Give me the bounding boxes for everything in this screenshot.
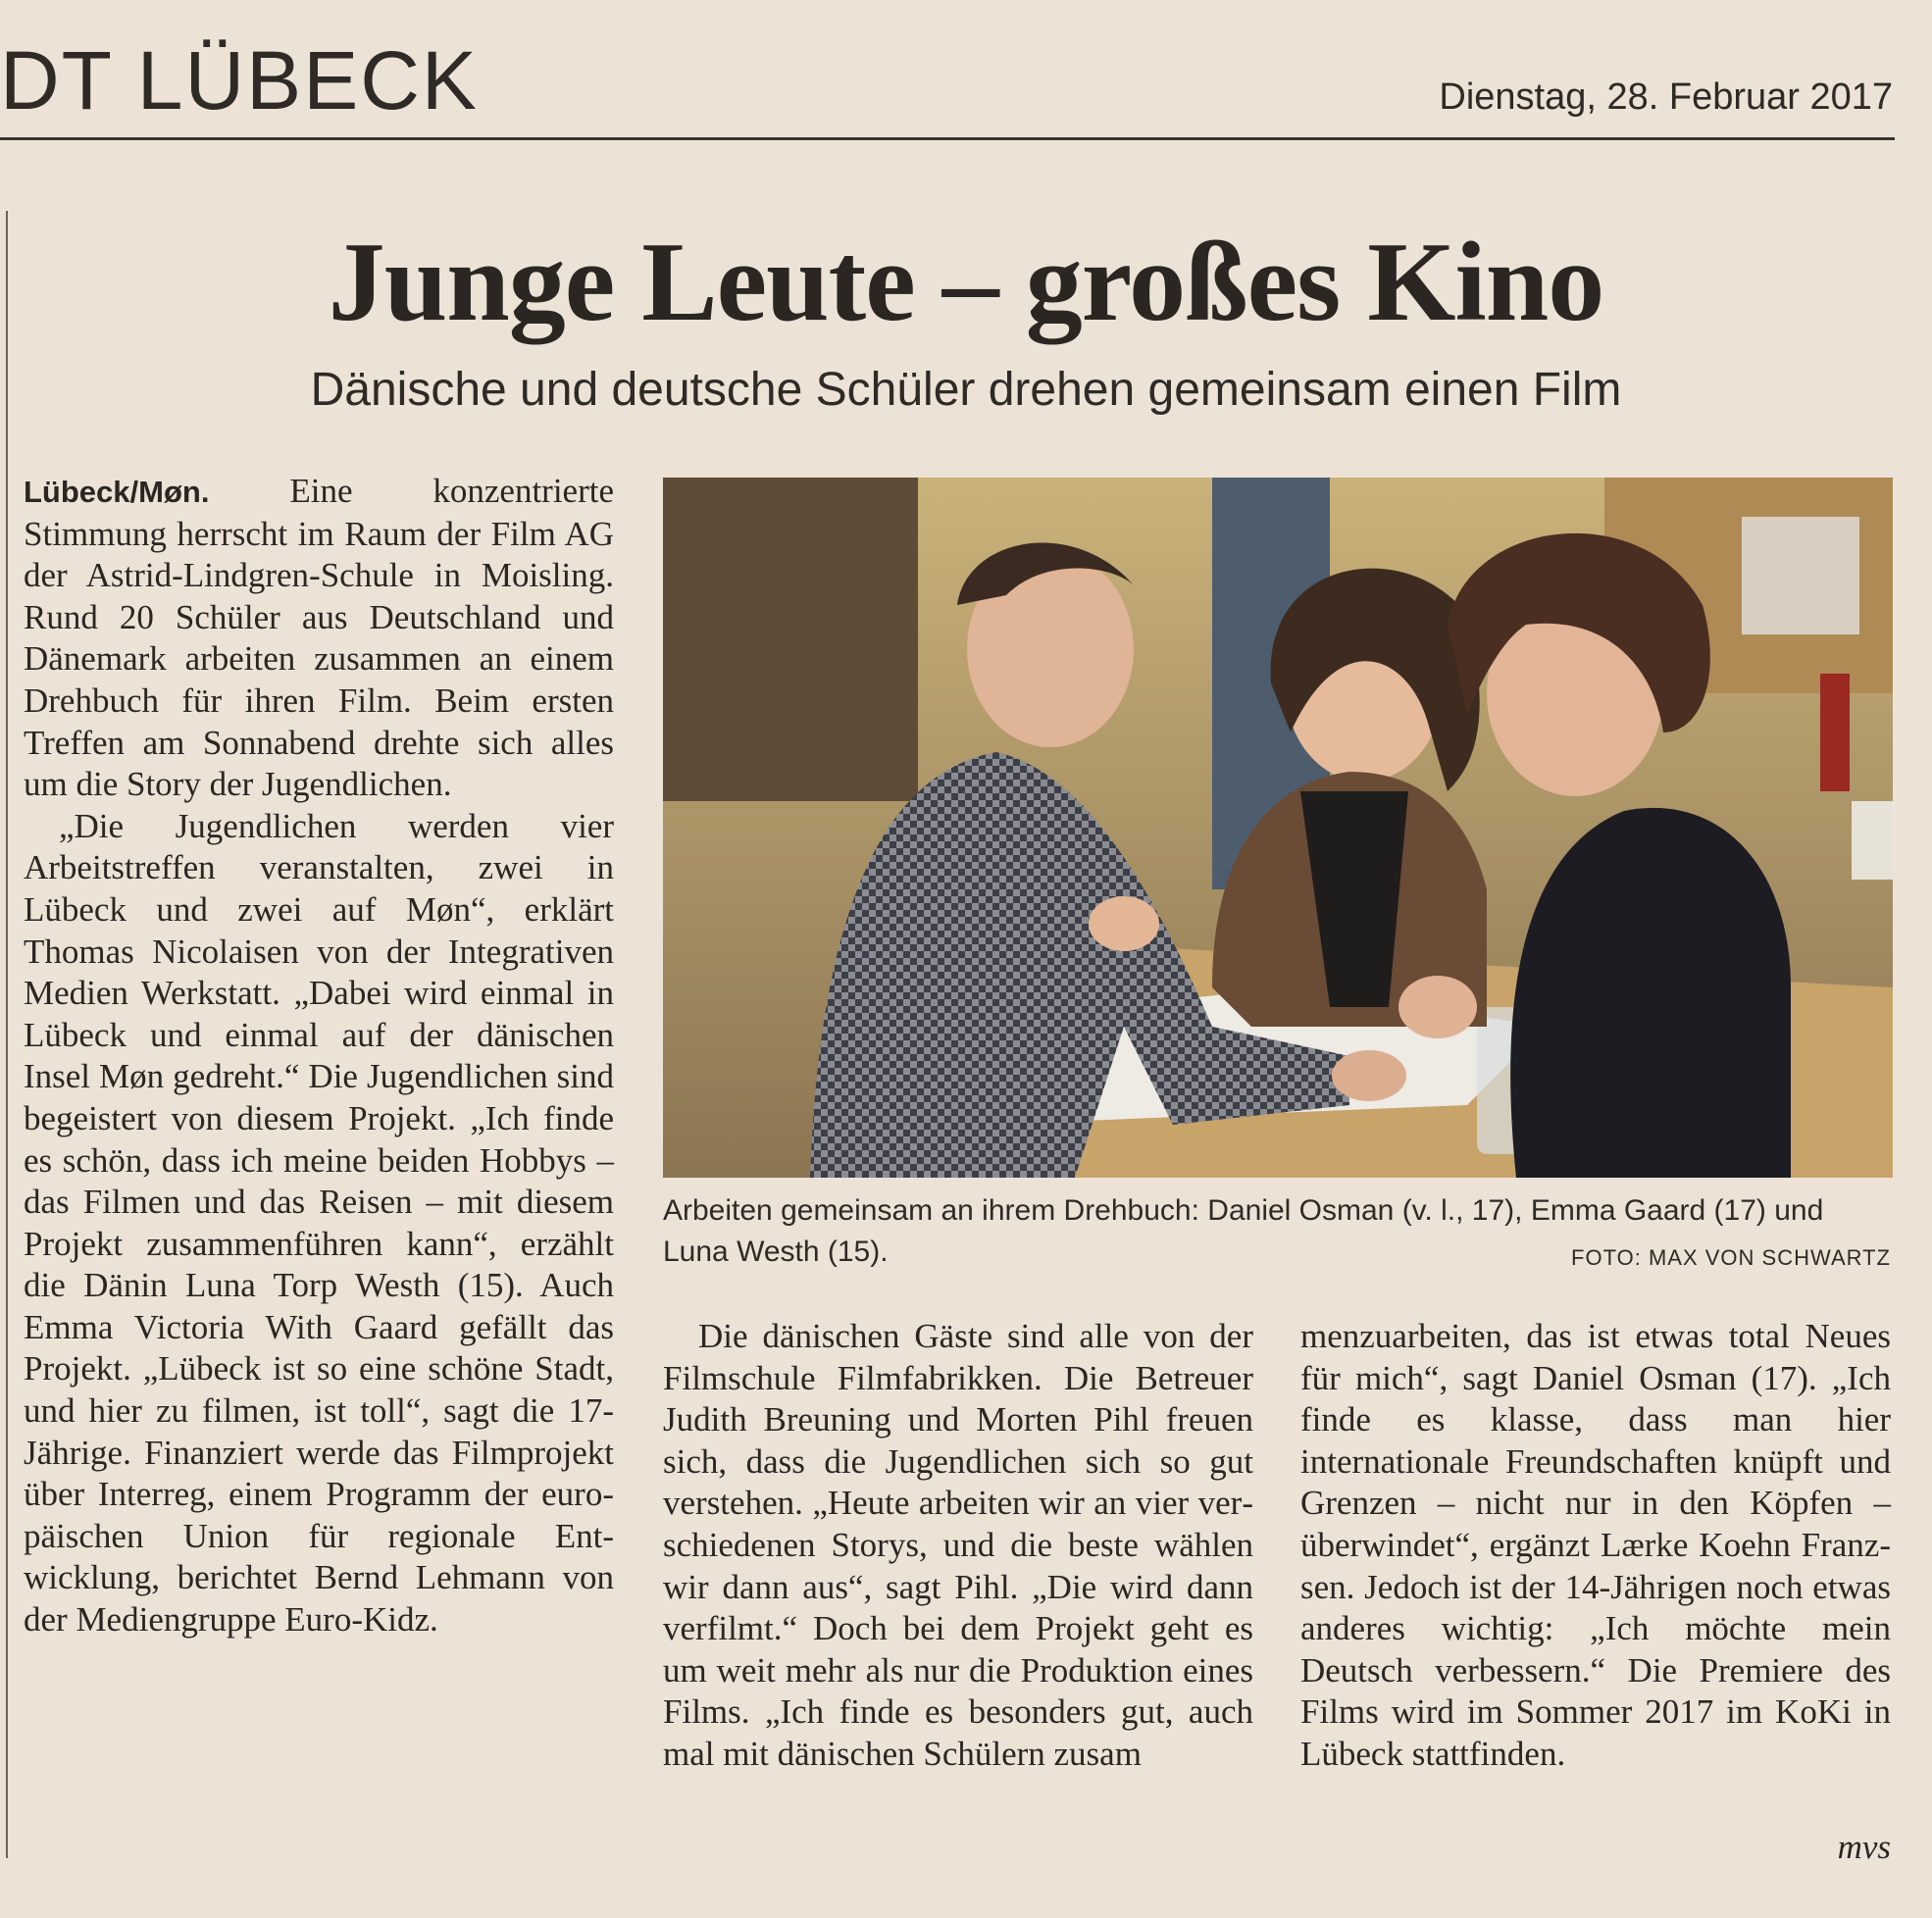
issue-date: Dienstag, 28. Februar 2017 (1439, 76, 1893, 118)
dateline-place: Lübeck/Møn. (24, 475, 210, 509)
lead-paragraph (24, 471, 614, 806)
article-column-1 (24, 471, 614, 1641)
masthead-rule (0, 137, 1895, 140)
paragraph: „Die Jugendlichen werden vier Arbeitstreffen veranstalten, zwei in Lübeck und zwei auf Møn“, erklärt Thomas Nicolaisen von der Integrativen Medien Werkstatt. „Dabei wird einmal in Lübeck und einmal auf der dänischen Insel Møn gedreht.“ Die Jugendlichen sind begeistert von diesem Projekt. „Ich finde es schön, dass ich meine beiden Hobbys – das Filmen und das Reisen – mit diesem Projekt zusammenführen kann“, erzählt die Dänin Luna Torp Westh (15). Auch Emma Victoria With Gaard gefällt das Projekt. „Lübeck ist so eine schöne Stadt, und hier zu filmen, ist toll“, sagt die 17-Jährige. Finanziert werde das Filmprojekt über Interreg, einem Programm der europäischen Union für regionale Entwicklung, berichtet Bernd Lehmann von der Mediengruppe Euro-Kidz. (24, 806, 614, 1640)
lead-text: Eine konzentrierte Stimmung herrscht im Raum der Film AG der Astrid-Lindgren-Schule in Moisling. Rund 20 Schüler aus Deutschland und Dänemark arbeiten zusammen an einem Drehbuch für ihren Film. Beim ersten Treffen am Sonnabend drehte sich alles um die Story der Jugendlichen. (24, 472, 614, 804)
article-column-3 (1300, 1316, 1891, 1776)
section-masthead: DT LÜBECK (0, 34, 479, 126)
photo-illustration (663, 478, 1893, 1178)
article-photo (663, 478, 1893, 1178)
author-initials: mvs (1837, 1828, 1891, 1866)
article-headline: Junge Leute – großes Kino (328, 220, 1604, 345)
column-rule (6, 211, 8, 1858)
photo-caption: Arbeiten gemeinsam an ihrem Drehbuch: Daniel Osman (v. l., 17), Emma Gaard (17) und Luna Westh (15). (663, 1194, 1824, 1268)
paragraph: menzuarbeiten, das ist etwas total Neues für mich“, sagt Daniel Osman (17). „Ich finde es klasse, dass man hier internationale Freundschaften knüpft und Grenzen – nicht nur in den Köpfen – überwindet“, ergänzt Lærke Koehn Franzsen. Jedoch ist der 14-Jährigen noch etwas anderes wichtig: „Ich möchte mein Deutsch verbessern.“ Die Premiere des Films wird im Sommer 2017 im KoKi in Lübeck stattfinden. (1300, 1317, 1891, 1773)
article-subheadline: Dänische und deutsche Schüler drehen gemeinsam einen Film (310, 364, 1622, 416)
article-column-2 (663, 1316, 1253, 1776)
photo-credit: FOTO: MAX VON SCHWARTZ (1571, 1245, 1891, 1270)
paragraph: Die dänischen Gäste sind alle von der Filmschule Filmfabrikken. Die Betreuer Judith Breuning und Morten Pihl freuen sich, dass die Jugendlichen sich so gut verstehen. „Heute arbeiten wir an vier verschiedenen Storys, und die beste wählen wir dann aus“, sagt Pihl. „Die wird dann verfilmt.“ Doch bei dem Projekt geht es um weit mehr als nur die Produktion eines Films. „Ich finde es besonders gut, auch mal mit dänischen Schülern zusam (663, 1317, 1253, 1773)
